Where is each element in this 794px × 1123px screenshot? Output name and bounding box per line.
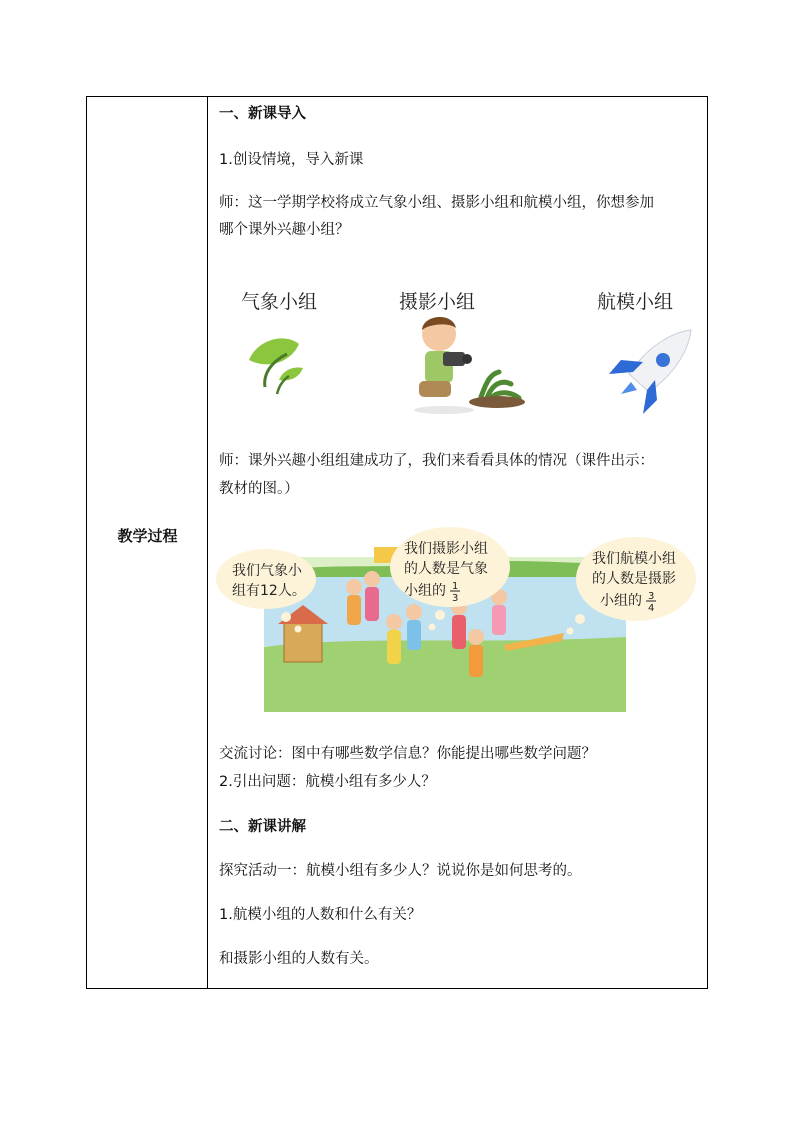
teacher-question-2-line2: 教材的图。） bbox=[219, 481, 299, 497]
weather-bubble-line1: 我们气象小 bbox=[232, 563, 302, 579]
new-lesson-heading: 二、新课讲解 bbox=[219, 819, 306, 835]
content-cell bbox=[209, 97, 707, 988]
photo-bubble-line2: 的人数是气象 bbox=[404, 561, 488, 577]
lesson-table bbox=[86, 96, 708, 989]
teacher-question-1-line2: 哪个课外兴趣小组？ bbox=[219, 222, 350, 238]
model-bubble-line2: 的人数是摄影 bbox=[592, 571, 676, 587]
activity1-text: 探究活动一：航模小组有多少人？说说你是如何思考的。 bbox=[219, 863, 582, 879]
answer1-text: 和摄影小组的人数有关。 bbox=[219, 951, 379, 967]
weather-bubble-line2: 组有12人。 bbox=[232, 583, 306, 599]
teacher-question-1-line1: 师：这一学期学校将成立气象小组、摄影小组和航模小组，你想参加 bbox=[219, 195, 654, 211]
left-column-cell bbox=[87, 97, 208, 988]
intro-step2: 2.引出问题：航模小组有多少人？ bbox=[219, 774, 436, 790]
photo-bubble-line1: 我们摄影小组 bbox=[404, 541, 488, 557]
model-group-label: 航模小组 bbox=[597, 291, 674, 313]
textbook-scene-illustration bbox=[214, 527, 704, 717]
photo-fraction-numerator: 1 bbox=[452, 581, 459, 592]
discussion-text: 交流讨论：图中有哪些数学信息？你能提出哪些数学问题？ bbox=[219, 746, 596, 762]
photo-group-label: 摄影小组 bbox=[399, 291, 476, 313]
boy-with-camera-icon bbox=[414, 317, 525, 414]
intro-step1: 1.创设情境，导入新课 bbox=[219, 152, 364, 168]
groups-illustration bbox=[229, 282, 699, 417]
model-fraction-numerator: 3 bbox=[648, 591, 655, 602]
photo-fraction-denominator: 3 bbox=[452, 593, 459, 604]
weather-group-label: 气象小组 bbox=[241, 291, 318, 313]
question1-text: 1.航模小组的人数和什么有关？ bbox=[219, 907, 422, 923]
model-bubble-line3: 小组的 bbox=[600, 593, 642, 609]
teacher-question-2-line1: 师：课外兴趣小组组建成功了，我们来看看具体的情况（课件出示： bbox=[219, 453, 654, 469]
rocket-icon bbox=[609, 330, 691, 414]
leaf-icon bbox=[249, 338, 303, 394]
photo-bubble-line3: 小组的 bbox=[404, 583, 446, 599]
intro-heading: 一、新课导入 bbox=[219, 106, 306, 122]
section-label: 教学过程 bbox=[117, 527, 178, 545]
model-fraction-denominator: 4 bbox=[648, 603, 655, 614]
model-bubble-line1: 我们航模小组 bbox=[592, 551, 676, 567]
